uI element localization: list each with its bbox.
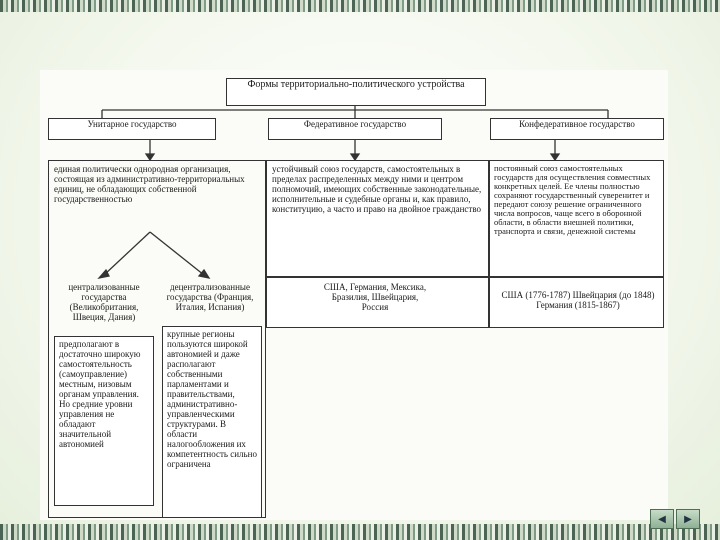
bottom-decorative-stripe	[0, 524, 720, 540]
type-confederal-label: Конфедеративное государство	[519, 119, 635, 129]
centralized-note-text: предполагают в достаточно широкую самостоятельность (самоуправление) местным, низовым органам управления. Но средние уровни управления не обладают значительной автономией	[59, 339, 141, 449]
frame-divider-horizontal	[266, 276, 664, 278]
frame-divider-vertical	[488, 160, 490, 328]
decentralized-states	[160, 282, 260, 330]
type-unitary-label: Унитарное государство	[87, 119, 177, 129]
confederal-definition	[494, 164, 660, 274]
confederal-examples-text: США (1776-1787) Швейцария (до 1848) Германия (1815-1867)	[501, 290, 655, 310]
confederal-definition-text: постоянный союз самостоятельных государств для осуществления совместных конкретных целей. Ее члены полностью сохраняют государственный суверенитет и передают союзу решение ограниченного числа вопросов, чаще всего в оборонной области, в области внешней политики, транспорта и связи, денежной системы	[494, 164, 651, 236]
federal-examples	[320, 282, 430, 326]
confederal-examples	[500, 290, 656, 324]
diagram-title	[226, 78, 486, 106]
type-federal	[268, 118, 442, 140]
next-arrow-icon: ▶	[684, 513, 692, 525]
diagram-title-text: Формы территориально-политического устройства	[247, 79, 465, 90]
type-confederal	[490, 118, 664, 140]
unitary-definition	[54, 164, 260, 230]
next-slide-button[interactable]	[676, 509, 700, 529]
type-unitary	[48, 118, 216, 140]
prev-arrow-icon: ◀	[658, 513, 666, 525]
type-federal-label: Федеративное государство	[303, 119, 407, 129]
centralized-states	[54, 282, 154, 330]
decentralized-note-box	[162, 326, 262, 518]
federal-examples-text: США, Германия, Мексика, Бразилия, Швейцария, Россия	[323, 282, 427, 312]
decentralized-note-text: крупные регионы пользуются широкой автономией и даже располагают собственными парламентами и правительствами, административно-управленческими структурами. В области налогообложения их компетентность сильно ограничена	[167, 329, 257, 469]
centralized-note-box	[54, 336, 154, 506]
centralized-states-text: централизованные государства (Великобритания, Швеция, Дания)	[68, 282, 140, 322]
federal-definition-text: устойчивый союз государств, самостоятельных в пределах распределенных между ними и центром полномочий, имеющих собственные законодательные, исполнительные и судебные органы и, как правило, конституцию, а часто и право на двойное гражданство	[272, 164, 482, 214]
unitary-definition-text: единая политически однородная организация, состоящая из административно-территориальных единиц, не обладающих собственной государственностью	[54, 164, 245, 204]
prev-slide-button[interactable]	[650, 509, 674, 529]
decentralized-states-text: децентрализованные государства (Франция, Италия, Испания)	[166, 282, 254, 312]
federal-definition	[272, 164, 484, 274]
